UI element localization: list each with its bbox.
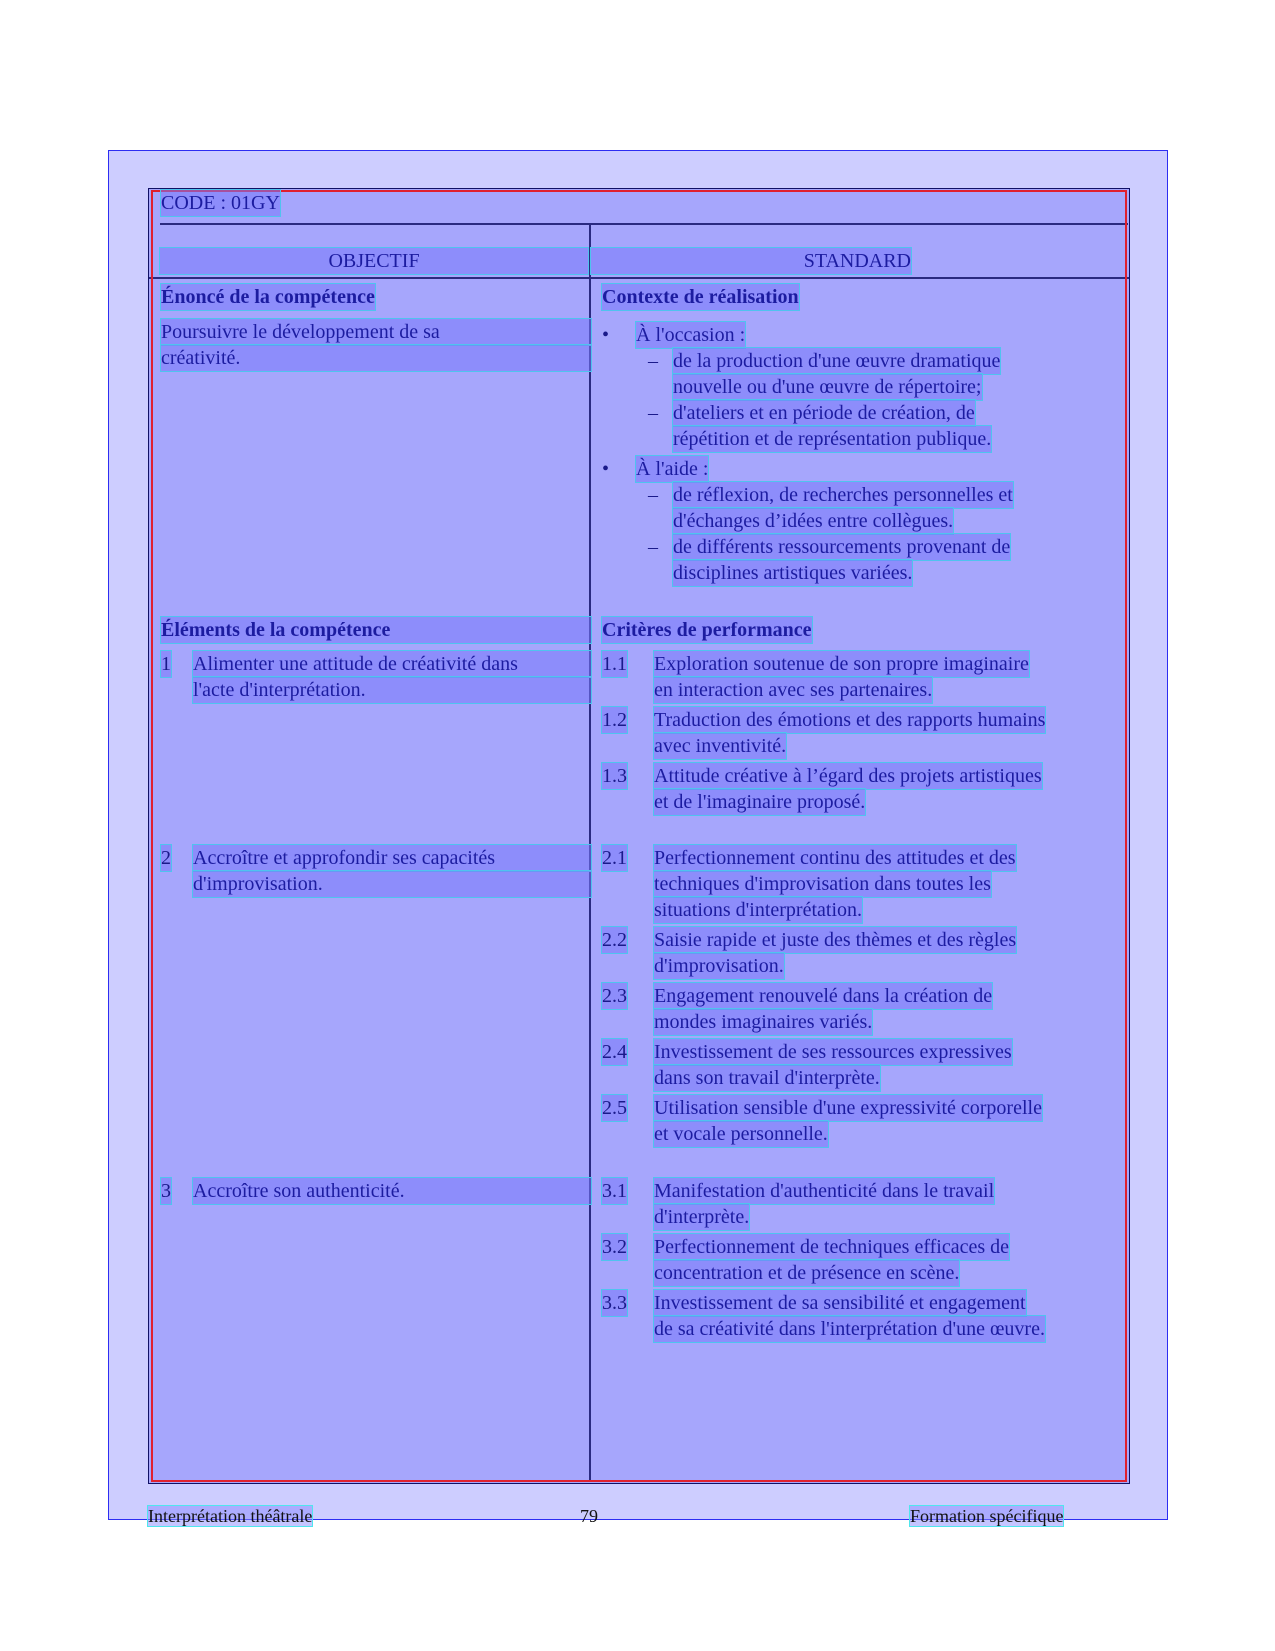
header-standard: STANDARD — [591, 248, 911, 274]
contexte-title: Contexte de réalisation — [602, 286, 799, 308]
critere-text-line: Traduction des émotions et des rapports humains — [654, 709, 1046, 731]
critere-number: 2.2 — [602, 929, 627, 951]
page-number: 79 — [580, 1506, 598, 1526]
critere-text-line: Investissement de sa sensibilité et engagement — [654, 1292, 1026, 1314]
critere-text-line: Investissement de ses ressources expressives — [654, 1041, 1012, 1063]
elements-title: Éléments de la compétence — [161, 617, 591, 643]
critere-text-line: Exploration soutenue de son propre imaginaire — [654, 653, 1029, 675]
contexte-bullet-1: À l'occasion : — [636, 324, 746, 346]
critere-text-line: techniques d'improvisation dans toutes les — [654, 873, 991, 895]
critere-text-line: Utilisation sensible d'une expressivité corporelle — [654, 1097, 1042, 1119]
critere-number: 3.2 — [602, 1236, 627, 1258]
critere-number: 3.1 — [602, 1180, 627, 1202]
contexte-b1-item2-l2: répétition et de représentation publique. — [673, 428, 992, 450]
critere-number: 1.1 — [602, 653, 627, 675]
critere-text-line: concentration et de présence en scène. — [654, 1262, 960, 1284]
critere-text-line: Attitude créative à l’égard des projets artistiques — [654, 765, 1042, 787]
critere-number: 3.3 — [602, 1292, 627, 1314]
critere-text-line: mondes imaginaires variés. — [654, 1011, 873, 1033]
contexte-b1-item2-l1: d'ateliers et en période de création, de — [673, 402, 975, 424]
dash-icon: – — [648, 402, 658, 424]
enonce-line-1: Poursuivre le développement de sa — [161, 319, 591, 345]
element-text-line: Accroître son authenticité. — [193, 1178, 591, 1204]
critere-number: 1.2 — [602, 709, 627, 731]
contexte-b2-item2-l2: disciplines artistiques variées. — [673, 562, 913, 584]
footer-left: Interprétation théâtrale — [148, 1506, 313, 1526]
critere-number: 2.3 — [602, 985, 627, 1007]
critere-number: 2.1 — [602, 847, 627, 869]
critere-text-line: et de l'imaginaire proposé. — [654, 791, 866, 813]
header-objectif: OBJECTIF — [160, 248, 588, 274]
element-number: 1 — [161, 653, 171, 675]
critere-text-line: Manifestation d'authenticité dans le travail — [654, 1180, 995, 1202]
critere-text-line: situations d'interprétation. — [654, 899, 863, 921]
element-text-line: l'acte d'interprétation. — [193, 677, 591, 703]
element-text-line: Accroître et approfondir ses capacités — [193, 845, 591, 871]
critere-text-line: de sa créativité dans l'interprétation d'une œuvre. — [654, 1318, 1045, 1340]
critere-number: 1.3 — [602, 765, 627, 787]
element-text-line: d'improvisation. — [193, 871, 591, 897]
contexte-b2-item1-l1: de réflexion, de recherches personnelles et — [673, 484, 1013, 506]
critere-text-line: Perfectionnement de techniques efficaces de — [654, 1236, 1010, 1258]
critere-text-line: d'interprète. — [654, 1206, 750, 1228]
critere-text-line: avec inventivité. — [654, 735, 787, 757]
contexte-b1-item1-l2: nouvelle ou d'une œuvre de répertoire; — [673, 376, 982, 398]
code-divider — [160, 223, 1128, 225]
element-number: 3 — [161, 1180, 171, 1202]
contexte-b1-item1-l1: de la production d'une œuvre dramatique — [673, 350, 1001, 372]
enonce-line-2: créativité. — [161, 345, 591, 371]
critere-text-line: Engagement renouvelé dans la création de — [654, 985, 993, 1007]
dash-icon: – — [648, 350, 658, 372]
critere-text-line: Perfectionnement continu des attitudes et des — [654, 847, 1016, 869]
code-label: CODE : 01GY — [161, 192, 280, 214]
critere-number: 2.4 — [602, 1041, 627, 1063]
critere-text-line: et vocale personnelle. — [654, 1123, 828, 1145]
contexte-bullet-2: À l'aide : — [636, 458, 709, 480]
bullet-icon: • — [602, 458, 610, 480]
bullet-icon: • — [602, 324, 610, 346]
critere-number: 2.5 — [602, 1097, 627, 1119]
element-text-line: Alimenter une attitude de créativité dans — [193, 651, 591, 677]
enonce-title: Énoncé de la compétence — [161, 286, 375, 308]
critere-text-line: Saisie rapide et juste des thèmes et des règles — [654, 929, 1017, 951]
dash-icon: – — [648, 484, 658, 506]
criteres-title: Critères de performance — [602, 619, 812, 641]
header-divider — [149, 277, 1129, 279]
critere-text-line: d'improvisation. — [654, 955, 784, 977]
element-number: 2 — [161, 847, 171, 869]
footer-right: Formation spécifique — [910, 1506, 1064, 1526]
contexte-b2-item2-l1: de différents ressourcements provenant de — [673, 536, 1011, 558]
dash-icon: – — [648, 536, 658, 558]
contexte-b2-item1-l2: d'échanges d’idées entre collègues. — [673, 510, 954, 532]
critere-text-line: dans son travail d'interprète. — [654, 1067, 880, 1089]
critere-text-line: en interaction avec ses partenaires. — [654, 679, 933, 701]
